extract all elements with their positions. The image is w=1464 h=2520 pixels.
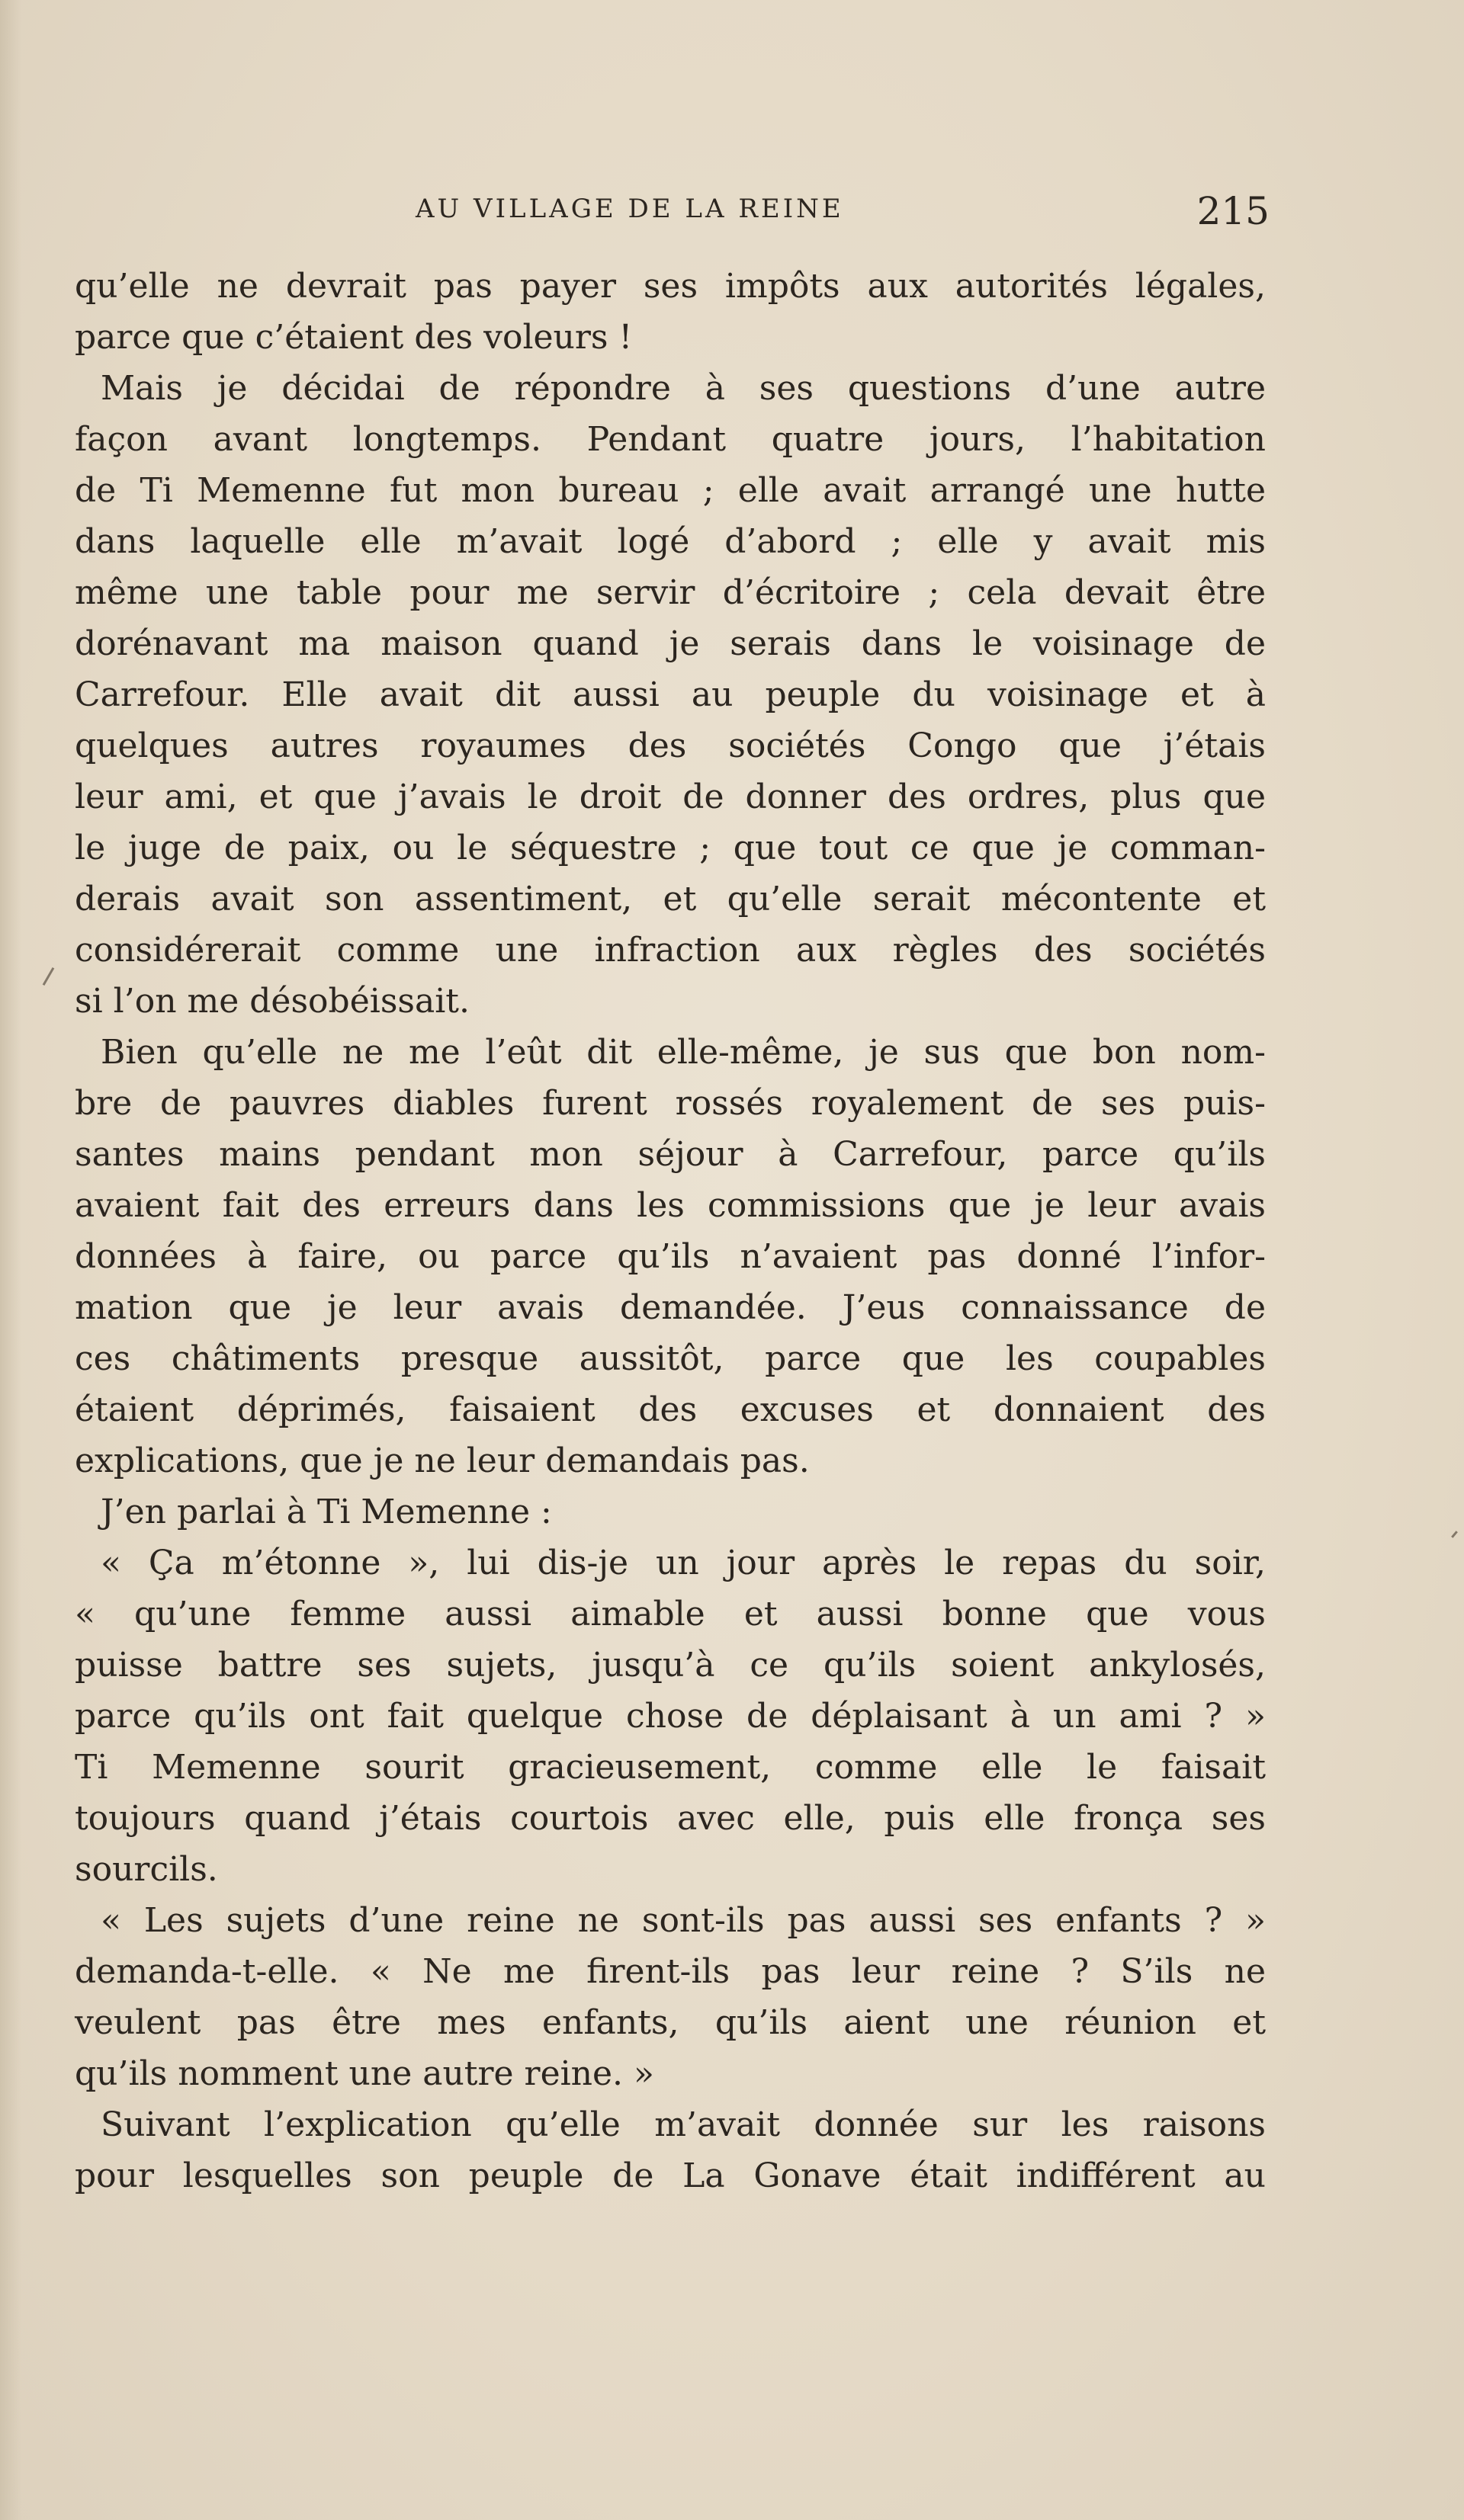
text-line: leur ami, et que j’avais le droit de donner des ordres, plus que bbox=[75, 777, 1266, 816]
text-line: de Ti Memenne fut mon bureau ; elle avait arrangé une hutte bbox=[75, 471, 1266, 510]
text-line: façon avant longtemps. Pendant quatre jours, l’habitation bbox=[75, 420, 1266, 459]
text-line: demanda-t-elle. « Ne me firent-ils pas leur reine ? S’ils ne bbox=[75, 1952, 1266, 1991]
text-line: le juge de paix, ou le séquestre ; que tout ce que je comman- bbox=[75, 829, 1266, 867]
text-line: ces châtiments presque aussitôt, parce que les coupables bbox=[75, 1339, 1266, 1378]
text-line: explications, que je ne leur demandais pas. bbox=[75, 1441, 810, 1480]
text-line: avaient fait des erreurs dans les commissions que je leur avais bbox=[75, 1186, 1266, 1225]
text-line: considérerait comme une infraction aux règles des sociétés bbox=[75, 931, 1266, 970]
text-line: sourcils. bbox=[75, 1850, 218, 1889]
text-line: parce qu’ils ont fait quelque chose de déplaisant à un ami ? » bbox=[75, 1697, 1266, 1736]
text-line: étaient déprimés, faisaient des excuses et donnaient des bbox=[75, 1390, 1266, 1429]
text-line: J’en parlai à Ti Memenne : bbox=[101, 1492, 552, 1531]
text-line: Mais je décidai de répondre à ses questions d’une autre bbox=[101, 369, 1266, 408]
text-line: qu’elle ne devrait pas payer ses impôts aux autorités légales, bbox=[75, 267, 1266, 306]
text-line: dans laquelle elle m’avait logé d’abord ; elle y avait mis bbox=[75, 522, 1266, 561]
text-line: « qu’une femme aussi aimable et aussi bonne que vous bbox=[75, 1595, 1266, 1634]
margin-mark bbox=[43, 967, 55, 986]
text-line: santes mains pendant mon séjour à Carrefour, parce qu’ils bbox=[75, 1135, 1266, 1174]
text-line: dorénavant ma maison quand je serais dans le voisinage de bbox=[75, 624, 1266, 663]
text-line: « Les sujets d’une reine ne sont-ils pas aussi ses enfants ? » bbox=[101, 1901, 1266, 1940]
text-line: derais avait son assentiment, et qu’elle serait mécontente et bbox=[75, 880, 1266, 919]
page-number: 215 bbox=[1196, 189, 1270, 233]
text-line: Carrefour. Elle avait dit aussi au peuple du voisinage et à bbox=[75, 675, 1266, 714]
margin-mark bbox=[1451, 1531, 1458, 1538]
running-header bbox=[92, 189, 1270, 235]
text-line: pour lesquelles son peuple de La Gonave était indifférent au bbox=[75, 2156, 1266, 2195]
text-line: qu’ils nomment une autre reine. » bbox=[75, 2054, 654, 2093]
text-line: puisse battre ses sujets, jusqu’à ce qu’ils soient ankylosés, bbox=[75, 1646, 1266, 1685]
text-line: Ti Memenne sourit gracieusement, comme elle le faisait bbox=[75, 1748, 1266, 1787]
text-line: données à faire, ou parce qu’ils n’avaient pas donné l’infor- bbox=[75, 1237, 1266, 1276]
text-line: Suivant l’explication qu’elle m’avait donnée sur les raisons bbox=[101, 2105, 1266, 2144]
text-line: « Ça m’étonne », lui dis-je un jour après le repas du soir, bbox=[101, 1544, 1266, 1582]
text-line: quelques autres royaumes des sociétés Congo que j’étais bbox=[75, 726, 1266, 765]
text-line: si l’on me désobéissait. bbox=[75, 982, 470, 1021]
text-line: Bien qu’elle ne me l’eût dit elle-même, je sus que bon nom- bbox=[101, 1033, 1266, 1072]
text-line: même une table pour me servir d’écritoire ; cela devait être bbox=[75, 573, 1266, 612]
text-line: bre de pauvres diables furent rossés royalement de ses puis- bbox=[75, 1084, 1266, 1123]
text-line: parce que c’étaient des voleurs ! bbox=[75, 318, 633, 357]
body-text bbox=[75, 261, 1266, 2201]
text-line: veulent pas être mes enfants, qu’ils aient une réunion et bbox=[75, 2003, 1266, 2042]
text-line: mation que je leur avais demandée. J’eus connaissance de bbox=[75, 1288, 1266, 1327]
text-line: toujours quand j’étais courtois avec elle, puis elle fronça ses bbox=[75, 1799, 1266, 1838]
page-gutter-shadow bbox=[0, 0, 21, 2520]
running-title: AU VILLAGE DE LA REINE bbox=[416, 194, 844, 224]
